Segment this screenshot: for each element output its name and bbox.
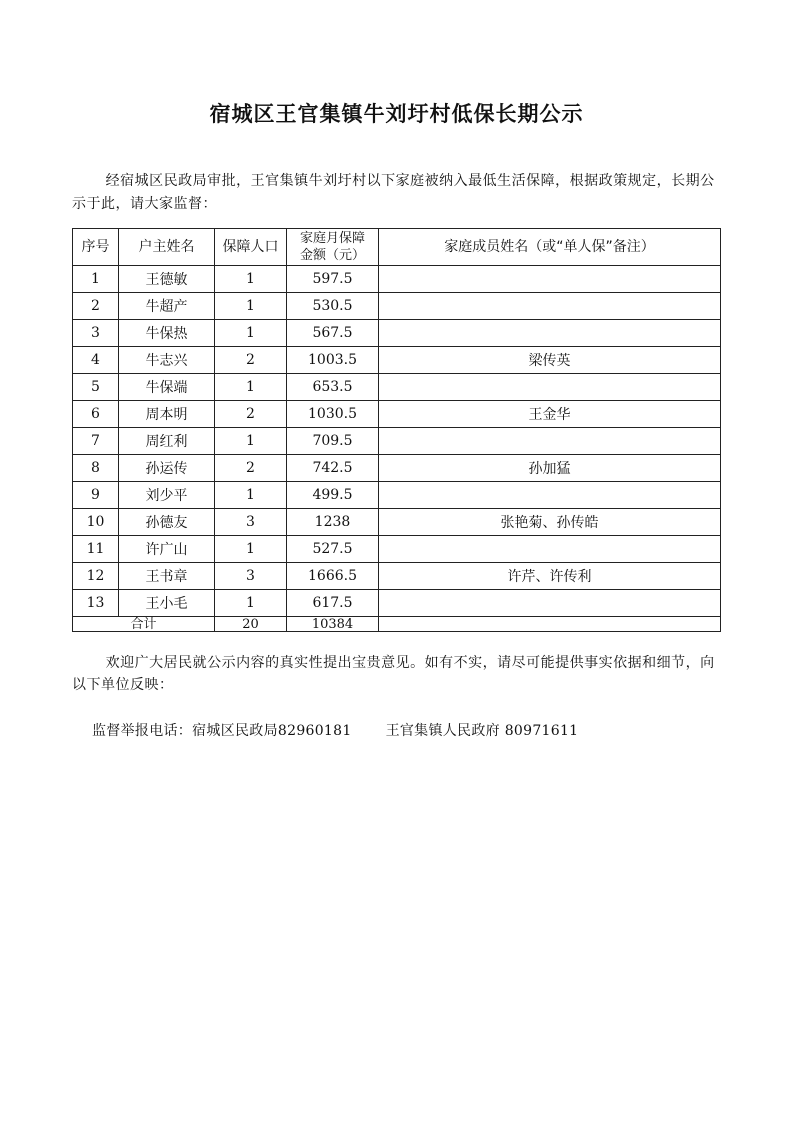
header-amount-line1: 家庭月保障 [299,231,365,246]
cell-people: 1 [215,266,287,293]
cell-members [379,536,721,563]
cell-name: 王小毛 [119,590,215,617]
header-amount-line2: 金额（元） [299,248,365,263]
table-body [73,266,721,617]
cell-name: 王德敏 [119,266,215,293]
total-row [73,617,721,632]
cell-name: 牛超产 [119,293,215,320]
total-label: 合计 [73,617,215,632]
cell-people: 2 [215,401,287,428]
cell-members [379,374,721,401]
cell-people: 1 [215,536,287,563]
cell-people: 1 [215,428,287,455]
cell-members [379,293,721,320]
table-row [73,374,721,401]
header-members: 家庭成员姓名（或“单人保”备注） [379,229,721,266]
cell-amount: 1666.5 [287,563,379,590]
cell-people: 1 [215,590,287,617]
cell-index: 11 [73,536,119,563]
cell-people: 3 [215,509,287,536]
table-row [73,536,721,563]
cell-members: 张艳菊、孙传皓 [379,509,721,536]
table-row [73,428,721,455]
cell-index: 3 [73,320,119,347]
table-header-row [73,229,721,266]
table-row [73,293,721,320]
table-row [73,563,721,590]
cell-members: 许芹、许传利 [379,563,721,590]
table-row [73,320,721,347]
table-row [73,266,721,293]
cell-amount: 527.5 [287,536,379,563]
cell-name: 孙运传 [119,455,215,482]
cell-amount: 1030.5 [287,401,379,428]
table-row [73,509,721,536]
cell-name: 周红利 [119,428,215,455]
cell-people: 3 [215,563,287,590]
cell-index: 4 [73,347,119,374]
cell-index: 1 [73,266,119,293]
cell-people: 1 [215,320,287,347]
cell-members [379,482,721,509]
cell-amount: 567.5 [287,320,379,347]
total-amount: 10384 [287,617,379,632]
cell-amount: 1238 [287,509,379,536]
cell-name: 许广山 [119,536,215,563]
cell-index: 10 [73,509,119,536]
cell-members [379,266,721,293]
total-members [379,617,721,632]
cell-name: 周本明 [119,401,215,428]
table-row [73,347,721,374]
recipients-table [72,228,721,632]
header-amount [287,229,379,266]
contact-town-government: 王官集镇人民政府 80971611 [385,723,579,739]
cell-members: 孙加猛 [379,455,721,482]
cell-members: 梁传英 [379,347,721,374]
cell-amount: 742.5 [287,455,379,482]
table-row [73,590,721,617]
cell-members [379,428,721,455]
cell-index: 13 [73,590,119,617]
cell-amount: 597.5 [287,266,379,293]
contact-civil-affairs: 监督举报电话：宿城区民政局82960181 [92,723,352,739]
cell-members: 王金华 [379,401,721,428]
header-index: 序号 [73,229,119,266]
cell-index: 6 [73,401,119,428]
cell-members [379,590,721,617]
cell-people: 1 [215,293,287,320]
cell-amount: 653.5 [287,374,379,401]
cell-amount: 709.5 [287,428,379,455]
cell-people: 1 [215,374,287,401]
outro-paragraph: 欢迎广大居民就公示内容的真实性提出宝贵意见。如有不实，请尽可能提供事实依据和细节，向以下单位反映： [72,655,715,693]
cell-index: 2 [73,293,119,320]
cell-amount: 617.5 [287,590,379,617]
cell-name: 王书章 [119,563,215,590]
cell-name: 牛志兴 [119,347,215,374]
cell-index: 9 [73,482,119,509]
total-people: 20 [215,617,287,632]
cell-members [379,320,721,347]
page-title: 宿城区王官集镇牛刘圩村低保长期公示 [209,101,584,126]
intro-paragraph: 经宿城区民政局审批，王官集镇牛刘圩村以下家庭被纳入最低生活保障，根据政策规定，长期公示于此，请大家监督： [72,173,715,212]
cell-index: 7 [73,428,119,455]
contact-line [92,720,578,740]
cell-name: 孙德友 [119,509,215,536]
cell-people: 1 [215,482,287,509]
cell-index: 5 [73,374,119,401]
header-people: 保障人口 [215,229,287,266]
cell-people: 2 [215,455,287,482]
cell-amount: 530.5 [287,293,379,320]
cell-name: 刘少平 [119,482,215,509]
cell-index: 12 [73,563,119,590]
table-row [73,455,721,482]
header-name: 户主姓名 [119,229,215,266]
table-row [73,401,721,428]
cell-amount: 1003.5 [287,347,379,374]
cell-name: 牛保端 [119,374,215,401]
cell-people: 2 [215,347,287,374]
cell-index: 8 [73,455,119,482]
table-row [73,482,721,509]
cell-amount: 499.5 [287,482,379,509]
cell-name: 牛保热 [119,320,215,347]
